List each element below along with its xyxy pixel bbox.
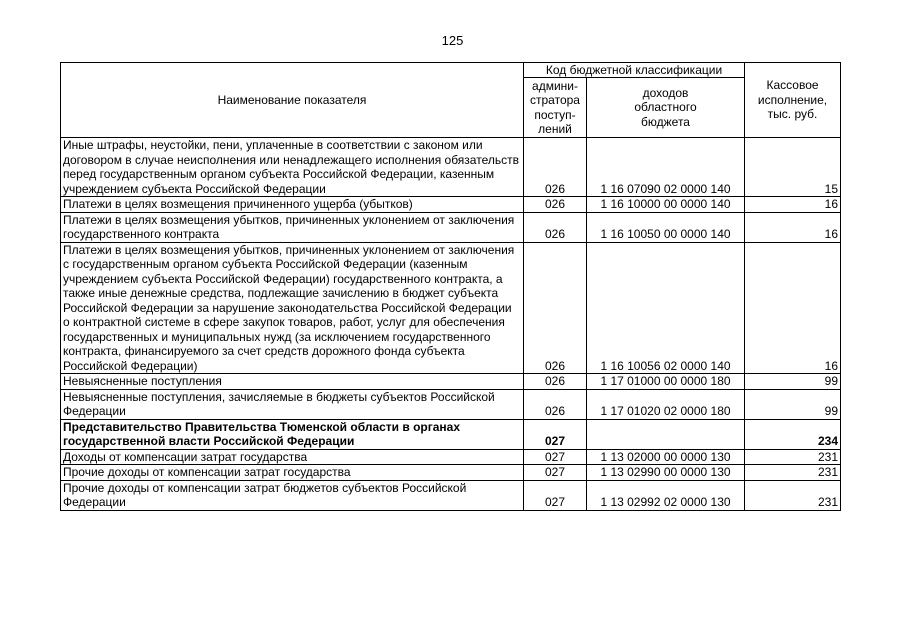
row-cash-execution: 234 [745,419,841,449]
row-income-code: 1 13 02992 02 0000 130 [587,480,745,510]
row-cash-execution: 231 [745,480,841,510]
row-administrator-code: 026 [524,138,587,197]
row-cash-execution: 99 [745,374,841,390]
row-administrator-code: 026 [524,374,587,390]
row-income-code: 1 16 10050 00 0000 140 [587,212,745,242]
header-indicator-name [61,63,524,138]
header-cash-execution [745,63,841,138]
row-administrator-code: 027 [524,449,587,465]
row-cash-execution: 231 [745,449,841,465]
row-indicator-name: Прочие доходы от компенсации затрат бюджетов субъектов Российской Федерации [61,480,524,510]
table-row [61,465,841,481]
row-cash-execution: 15 [745,138,841,197]
row-indicator-name: Прочие доходы от компенсации затрат государства [61,465,524,481]
table-row [61,480,841,510]
table-row [61,374,841,390]
row-administrator-code: 026 [524,197,587,213]
row-indicator-name: Невыясненные поступления, зачисляемые в бюджеты субъектов Российской Федерации [61,389,524,419]
header-regional-budget-income [587,78,745,138]
row-cash-execution: 231 [745,465,841,481]
row-indicator-name: Иные штрафы, неустойки, пени, уплаченные в соответствии с законом или договором в случае неисполнения или ненадлежащего исполнения обязательств перед государственным органом субъекта Российской Федерации, казенным учреждением субъекта Российской Федерации [61,138,524,197]
row-income-code: 1 16 10000 00 0000 140 [587,197,745,213]
table-body [61,138,841,511]
row-administrator-code: 027 [524,465,587,481]
budget-table [60,62,841,511]
row-indicator-name: Платежи в целях возмещения причиненного ущерба (убытков) [61,197,524,213]
row-indicator-name: Невыясненные поступления [61,374,524,390]
table-row [61,138,841,197]
row-administrator-code: 026 [524,242,587,374]
row-income-code: 1 13 02000 00 0000 130 [587,449,745,465]
row-cash-execution: 16 [745,197,841,213]
table-header [61,63,841,138]
row-indicator-name: Платежи в целях возмещения убытков, причиненных уклонением от заключения с государственным органом субъекта Российской Федерации (казенным учреждением субъекта Российской Федерации) государственного контракта, а также иные денежные средства, подлежащие зачислению в бюджет субъекта Российской Федерации за нарушение законодательства Российской Федерации о контрактной системе в сфере закупок товаров, работ, услуг для обеспечения государственных и муниципальных нужд (за исключением государственного контракта, финансируемого за счет средств дорожного фонда субъекта Российской Федерации) [61,242,524,374]
row-income-code: 1 17 01000 00 0000 180 [587,374,745,390]
header-indicator-name-text: Наименование показателя [217,92,367,107]
table-row [61,212,841,242]
row-cash-execution: 99 [745,389,841,419]
table-row-section-heading [61,419,841,449]
header-revenue-administrator-text: админи- стратора поступ- лений [530,78,580,136]
row-cash-execution: 16 [745,212,841,242]
row-indicator-name: Представительство Правительства Тюменской области в органах государственной власти Российской Федерации [61,419,524,449]
row-administrator-code: 027 [524,480,587,510]
row-income-code: 1 16 10056 02 0000 140 [587,242,745,374]
row-income-code: 1 16 07090 02 0000 140 [587,138,745,197]
table-row [61,242,841,374]
header-revenue-administrator [524,78,587,138]
header-budget-classification-code [524,63,745,78]
table-row [61,389,841,419]
row-administrator-code: 026 [524,389,587,419]
row-indicator-name: Платежи в целях возмещения убытков, причиненных уклонением от заключения государственного контракта [61,212,524,242]
header-cash-execution-text: Кассовое исполнение, тыс. руб. [757,78,828,122]
header-regional-budget-income-text: доходов областного бюджета [634,85,697,129]
row-cash-execution: 16 [745,242,841,374]
row-administrator-code: 026 [524,212,587,242]
row-income-code: 1 13 02990 00 0000 130 [587,465,745,481]
header-budget-classification-code-text: Код бюджетной классификации [545,63,723,77]
row-income-code: 1 17 01020 02 0000 180 [587,389,745,419]
table-row [61,197,841,213]
table-row [61,449,841,465]
row-administrator-code: 027 [524,419,587,449]
page-number: 125 [441,33,464,48]
row-income-code [587,419,745,449]
row-indicator-name: Доходы от компенсации затрат государства [61,449,524,465]
